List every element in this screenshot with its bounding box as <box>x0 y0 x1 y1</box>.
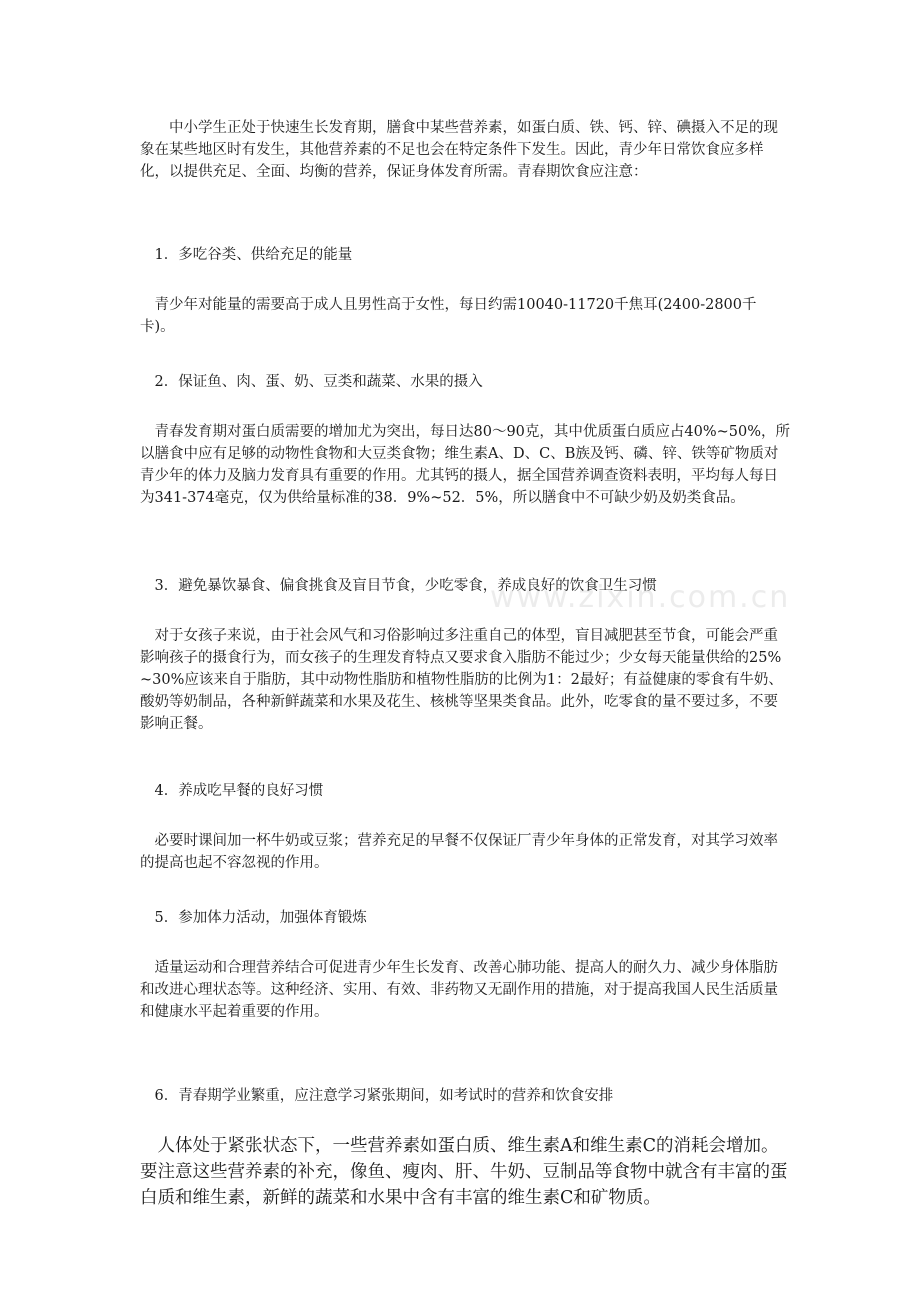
section-2-heading: 2．保证鱼、肉、蛋、奶、豆类和蔬菜、水果的摄入 <box>140 374 483 390</box>
section-6-body: 人体处于紧张状态下，一些营养素如蛋白质、维生素A和维生素C的消耗会增加。要注意这些营养素的补充，像鱼、瘦肉、肝、牛奶、豆制品等食物中就含有丰富的蛋白质和维生素，新鲜的蔬菜和水果中含有丰富的维生素C和矿物质。 <box>140 1136 788 1208</box>
watermark: www.zixin.com.cn <box>490 580 791 615</box>
section-5-body: 适量运动和合理营养结合可促进青少年生长发育、改善心肺功能、提高人的耐久力、减少身体脂肪和改进心理状态等。这种经济、实用、有效、非药物又无副作用的措施，对于提高我国人民生活质量和健康水平起着重要的作用。 <box>140 960 778 1020</box>
section-1-heading: 1．多吃谷类、供给充足的能量 <box>140 247 353 263</box>
section-2-body: 青春发育期对蛋白质需要的增加尤为突出，每日达80～90克，其中优质蛋白质应占40%~50%，所以膳食中应有足够的动物性食物和大豆类食物；维生素A、D、C、B族及钙、磷、锌、铁等矿物质对青少年的体力及脑力发育具有重要的作用。尤其钙的摄人，据全国营养调查资料表明，平均每人每日为341-374毫克，仅为供给量标准的38．9%~52．5%，所以膳食中不可缺少奶及奶类食品。 <box>140 424 791 506</box>
section-4-heading: 4．养成吃早餐的良好习惯 <box>140 783 324 799</box>
section-1-body: 青少年对能量的需要高于成人且男性高于女性，每日约需10040-11720千焦耳(2400-2800千卡)。 <box>140 297 757 335</box>
section-4-body: 必要时课间加一杯牛奶或豆浆；营养充足的早餐不仅保证厂青少年身体的正常发育，对其学习效率的提高也起不容忽视的作用。 <box>140 833 778 871</box>
section-3-heading: 3．避免暴饮暴食、偏食挑食及盲目节食，少吃零食，养成良好的饮食卫生习惯 <box>140 578 657 594</box>
section-5-heading: 5．参加体力活动，加强体育锻炼 <box>140 910 367 926</box>
intro-paragraph: 中小学生正处于快速生长发育期，膳食中某些营养素，如蛋白质、铁、钙、锌、碘摄入不足的现象在某些地区时有发生，其他营养素的不足也会在特定条件下发生。因此，青少年日常饮食应多样化，以提供充足、全面、均衡的营养，保证身体发育所需。青春期饮食应注意： <box>140 120 778 180</box>
section-3-body: 对于女孩子来说，由于社会风气和习俗影响过多注重自己的体型，盲目减肥甚至节食，可能会严重影响孩子的摄食行为，而女孩子的生理发育特点又要求食入脂肪不能过少；少女每天能量供给的25%~30%应该来自于脂肪，其中动物性脂肪和植物性脂肪的比例为1：2最好；有益健康的零食有牛奶、酸奶等奶制品，各种新鲜蔬菜和水果及花生、核桃等坚果类食品。此外，吃零食的量不要过多，不要影响正餐。 <box>140 628 783 732</box>
section-6-heading: 6．青春期学业繁重，应注意学习紧张期间，如考试时的营养和饮食安排 <box>140 1088 614 1104</box>
